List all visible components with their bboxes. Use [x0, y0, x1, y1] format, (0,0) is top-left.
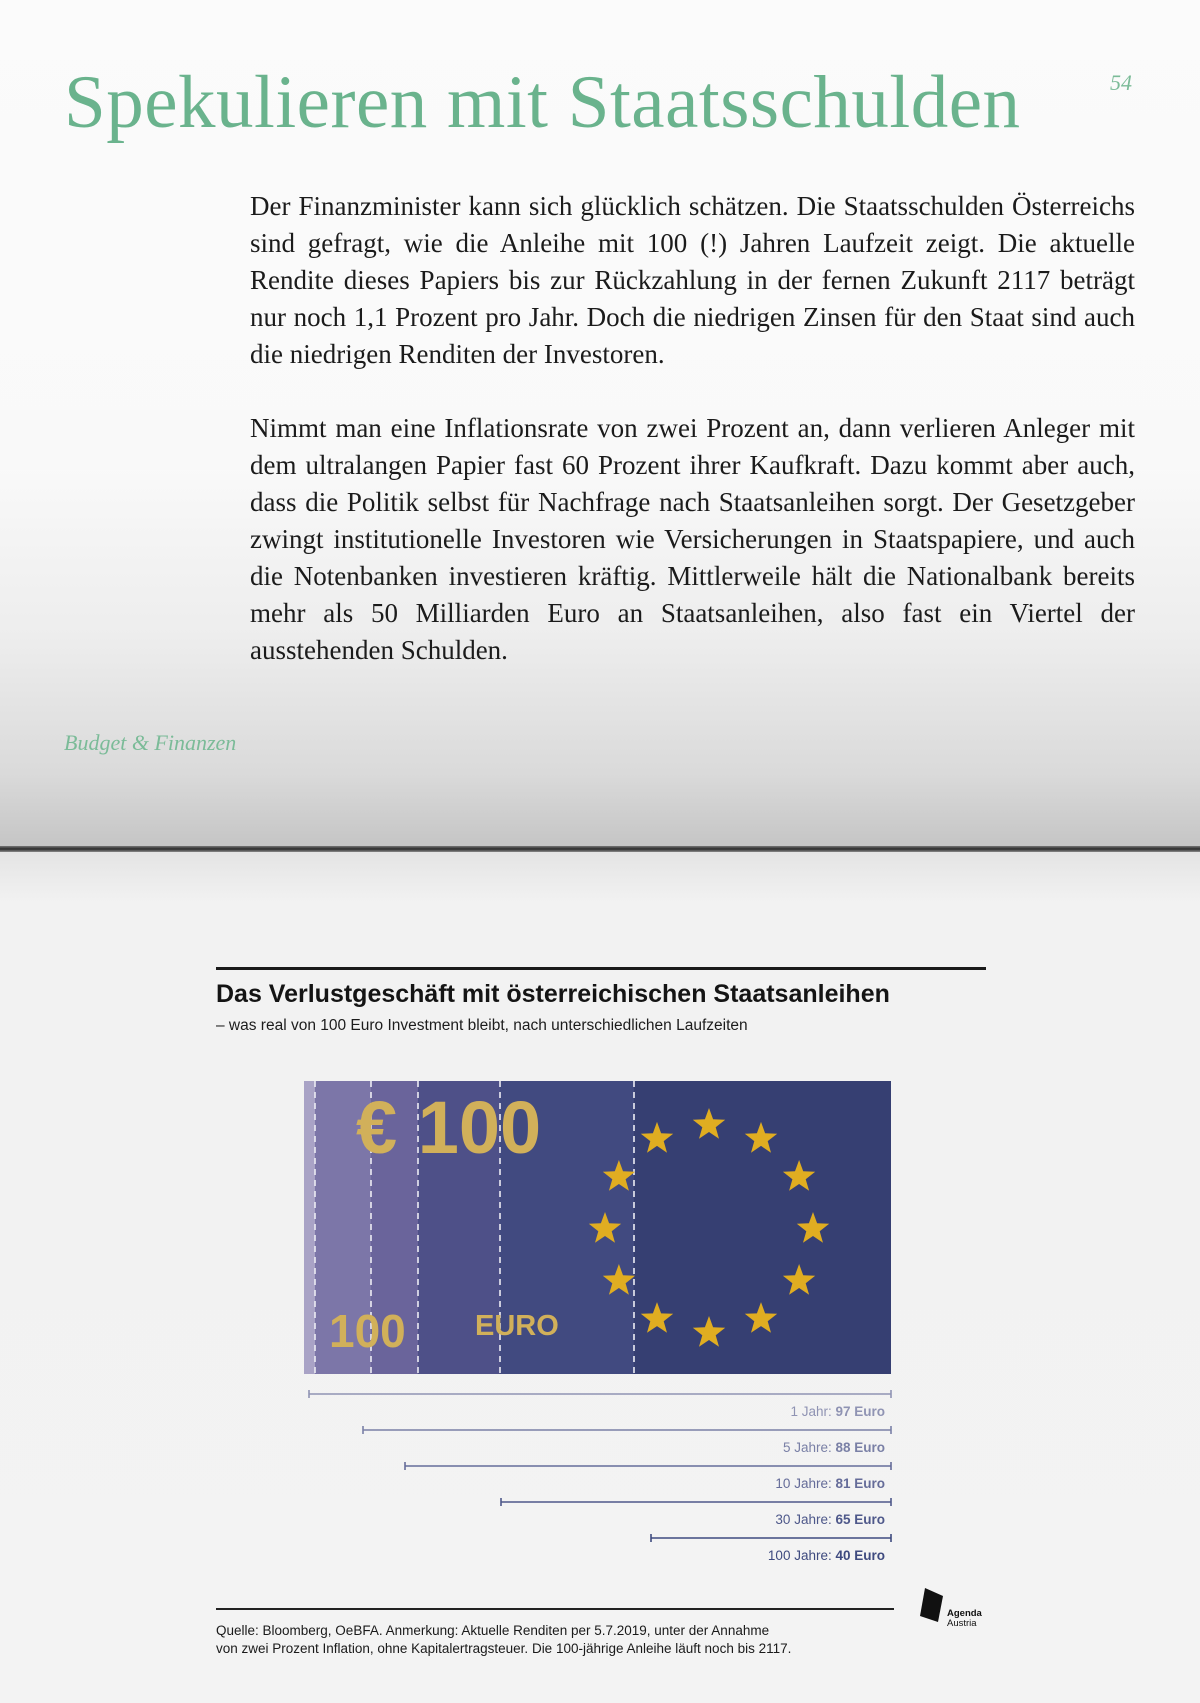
page-number: 54 [1110, 70, 1132, 95]
chart-subtitle: – was real von 100 Euro Investment bleibt, nach unterschiedlichen Laufzeiten [216, 1017, 748, 1034]
note-remaining-value [634, 1081, 891, 1374]
article-body [250, 188, 1135, 706]
chart-title: Das Verlustgeschäft mit österreichischen Staatsanleihen [216, 980, 890, 1008]
bar-label: 10 Jahre: 81 Euro [775, 1476, 885, 1491]
note-small-value: 100 [329, 1305, 406, 1357]
bar-label: 100 Jahre: 40 Euro [767, 1548, 885, 1563]
bar-label: 5 Jahre: 88 Euro [782, 1440, 885, 1455]
chart-top-rule [216, 967, 986, 970]
logo-mark [920, 1588, 943, 1622]
note-currency: EURO [475, 1310, 559, 1342]
source-line: Quelle: Bloomberg, OeBFA. Anmerkung: Aktuelle Renditen per 5.7.2019, unter der Annahme [216, 1623, 770, 1638]
page-title: Spekulieren mit Staatsschulden [64, 61, 1021, 144]
euro-banknote-illustration [304, 1081, 891, 1374]
chart-bottom-rule [216, 1608, 894, 1610]
bar-label: 1 Jahr: 97 Euro [790, 1404, 885, 1419]
source-line: von zwei Prozent Inflation, ohne Kapitalertragsteuer. Die 100-jährige Anleihe läuft noch bis 2117. [216, 1641, 792, 1656]
paragraph: Nimmt man eine Inflationsrate von zwei Prozent an, dann verlieren Anleger mit dem ultralangen Papier fast 60 Prozent ihrer Kaufkraft. Dazu kommt aber auch, dass die Politik selbst für Nachfrage nach Staatsanleihen sorgt. Der Gesetzgeber zwingt institutionelle Investoren wie Versicherungen in Staatspapiere, und auch die Notenbanken investieren kräftig. Mittlerweile hält die Nationalbank bereits mehr als 50 Milliarden Euro an Staatsanleihen, also fast ein Viertel der ausstehenden Schulden. [250, 413, 1135, 665]
article-page [0, 0, 1200, 850]
bar-label: 30 Jahre: 65 Euro [775, 1512, 885, 1527]
note-light-band [304, 1081, 315, 1374]
note-big-value: € 100 [356, 1086, 542, 1169]
source-note [216, 1622, 916, 1658]
logo-text: Agenda [947, 1608, 982, 1619]
paragraph: Der Finanzminister kann sich glücklich schätzen. Die Staatsschulden Österreichs sind gefragt, wie die Anleihe mit 100 (!) Jahren Laufzeit zeigt. Die aktuelle Rendite dieses Papiers bis zur Rückzahlung in der fernen Zukunft 2117 beträgt nur noch 1,1 Prozent pro Jahr. Doch die niedrigen Zinsen für den Staat sind auch die niedrigen Renditen der Investoren. [250, 191, 1135, 369]
section-label: Budget & Finanzen [64, 730, 237, 755]
logo-text: Austria [947, 1618, 977, 1629]
